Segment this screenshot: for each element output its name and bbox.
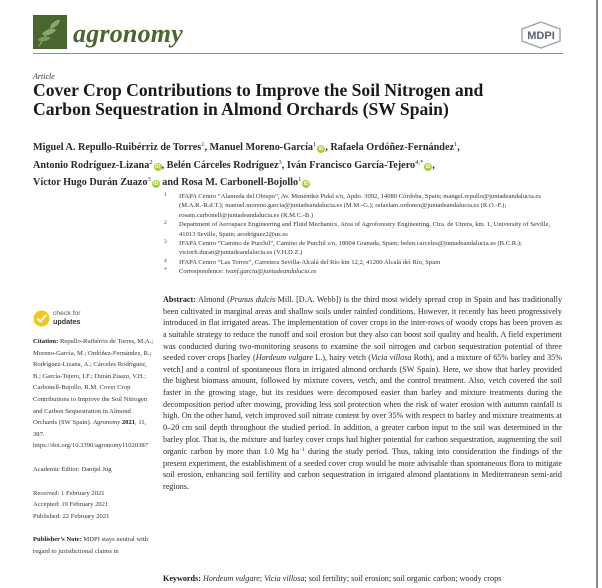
- affiliation-text: Department of Aerospace Engineering and Fluid Mechanics, Area of Agroforestry Engineering. Ctra. de Utrera, km. 1, University of Seville, 41013 Seville, Spain; arodriguez2@us.es: [179, 221, 551, 238]
- affiliation-number: 4: [164, 257, 167, 264]
- mdpi-logo-icon: [520, 21, 562, 49]
- affiliation-item: [163, 220, 563, 239]
- check-updates-line2: updates: [53, 316, 81, 326]
- unit-superscript: −1: [299, 447, 305, 454]
- affiliation-text: IFAPA Centro “Las Torres”, Carretera Sevilla-Alcalá del Río km 12,2, 41200 Alcalá del Río, Spain: [179, 258, 441, 266]
- received-date: Received: 1 February 2021: [33, 489, 105, 497]
- affiliation-item: [163, 239, 563, 258]
- journal-name: agronomy: [73, 19, 183, 48]
- check-updates-line1: check for: [53, 310, 81, 317]
- citation-year: 2021: [121, 419, 136, 427]
- author-affil-ref: 3: [278, 158, 282, 166]
- correspondence-email[interactable]: ivanf.garcia@juntadeandalucia.es: [225, 268, 317, 276]
- orcid-icon[interactable]: iD: [153, 181, 159, 187]
- affiliation-text: IFAPA Centro “Alameda del Obispo”, Av. Menéndez Pidal s/n, Apdo. 3092, 14080 Córdoba, Spain; mangel.repullo@juntadeandalucia.es (M.A.R.-R.d.T.); manuel.moreno.garcia@juntadeandalucia.es (M.M.-G.); rafaelam.ordonez@juntadeandalucia.es (R.O.-F.); rosam.carbonell@juntadeandalucia.es (R.M.C.-B.): [179, 193, 541, 219]
- accepted-date: Accepted: 19 February 2021: [33, 501, 109, 509]
- academic-editor: Academic Editor: Danijel Jug: [33, 465, 112, 473]
- article-type: Article: [33, 72, 55, 81]
- keyword: Vicia villosa: [264, 574, 305, 583]
- citation-block: [33, 336, 155, 452]
- citation-text: Repullo-Ruibérriz de Torres, M.A.; Moreno-García, M.; Ordóñez-Fernández, R.; Rodríguez-Lizana, A.; Cárceles Rodríguez, B.; García-Tejero, I.F.; Durán Zuazo, V.H.; Carbonell-Bojollo, R.M. Cover Crop Contributions to Improve the Soil Nitrogen and Carbon Sequestration in Almond Orchards (SW Spain).: [33, 338, 154, 427]
- svg-text:MDPI: MDPI: [527, 30, 555, 42]
- affiliation-number: 1: [164, 192, 167, 198]
- affiliations: [163, 192, 563, 277]
- author[interactable]: Antonio Rodríguez-Lizana: [33, 159, 150, 171]
- article-sidebar: [33, 310, 155, 558]
- orcid-icon[interactable]: iD: [303, 181, 309, 187]
- author[interactable]: Rafaela Ordóñez-Fernández: [330, 142, 454, 153]
- author[interactable]: Rosa M. Carbonell-Bojollo: [181, 177, 299, 188]
- abstract: Abstract: Almond (Prunus dulcis Mill. [D.A. Webb]) is the third most widely spread crop in Spain and has traditionally been cultivated in marginal areas and shallow soils under rainfed conditions. However, it recently has been progressively introduced in flat irrigated areas. The implementation of cover crops in the inter-rows of woody crops has been proven as a suitable strategy to reduce the runoff and soil erosion but they also can boost soil quality and health. A field experiment was conducted during two-monitoring seasons to examine the soil nitrogen and carbon sequestration potential of three seeded cover crops [barley (Hordeum vulgare L.), hairy vetch (Vicia villosa Roth), and a mixture of 65% barley and 35% vetch] and a control of spontaneous flora in irrigated almond orchards (SW Spain). Here, we show that barley provided the highest biomass amount, followed by mixture covers, vetch, and the control treatment. Also, vetch covered the soil faster in the growing stage, but its residues were decomposed easier than barley and mixture treatments during the decomposition period after mowing, providing less soil protection when the risk of water erosion with autumn rainfall is high. On the other hand, vetch improved soil nitrate content by over 35% with respect to barley and mixture treatments at 0–20 cm soil depth throughout the studied period. In addition, a greater carbon input to the soil was determined in the barley plot. That is, the mixture and barley cover crops had higher potential for carbon sequestration, augmenting the soil organic carbon by more than 1.0 Mg $ha^{-1}$ during the study period. Thus, taking into consideration the findings of the present experiment, the establishment of a seeded cover crop would be more advisable than spontaneous flora to mitigate soil erosion, enhancing soil fertility and carbon sequestration in irrigated almond plantations in Mediterranean semi-arid regions.: [163, 295, 563, 491]
- correspondence-marker: *: [164, 267, 167, 274]
- check-for-updates-button[interactable]: [33, 310, 155, 332]
- article-title: [33, 81, 573, 119]
- check-updates-icon: [33, 310, 50, 327]
- citation-journal: Agronomy: [92, 419, 121, 427]
- header-divider: [33, 53, 563, 54]
- abstract-label: Abstract:: [163, 295, 196, 304]
- published-date: Published: 22 February 2021: [33, 512, 110, 520]
- author-affil-ref: 3: [147, 176, 151, 183]
- author-list: Miguel A. Repullo-Ruibérriz de Torres$^1$, Manuel Moreno-García$^1$iD , Rafaela Ordóñez-Fernández$^1$, Antonio Rodríguez-Lizana$^2$iD , Belén Cárceles Rodríguez$^3$, Iván Francisco García-Tejero$^{4,*}$iD , Víctor Hugo Durán Zuazo$^3$iD and Rosa M. Carbonell-Bojollo$^1$iD: [33, 141, 460, 188]
- citation-label: Citation:: [33, 338, 59, 345]
- orcid-icon[interactable]: iD: [155, 163, 161, 170]
- journal-header: [33, 15, 563, 53]
- correspondence: [163, 267, 563, 276]
- author-affil-ref: 2: [149, 158, 153, 166]
- species-name: Hordeum vulgare: [255, 353, 313, 363]
- keywords: Keywords: Hordeum vulgare; Vicia villosa; soil fertility; soil erosion; soil organic carbon; woody crops: [163, 574, 502, 583]
- author[interactable]: Belén Cárceles Rodríguez: [166, 159, 279, 171]
- author-affil-ref: 1: [313, 141, 317, 148]
- keyword: Hordeum vulgare: [202, 574, 260, 583]
- affiliation-item: [163, 192, 563, 220]
- keyword-list: ; soil fertility; soil erosion; soil organic carbon; woody crops: [304, 574, 502, 583]
- author-affil-ref: 1: [201, 141, 205, 148]
- species-name: Prunus dulcis: [229, 295, 276, 304]
- publisher-note-label: Publisher’s Note:: [33, 536, 82, 544]
- author[interactable]: Iván Francisco García-Tejero: [286, 159, 416, 171]
- publisher-note: [33, 534, 155, 557]
- dates-block: [33, 488, 155, 523]
- affiliation-text: IFAPA Centro “Camino de Purchil”, Camino de Purchil s/n, 18004 Granada, Spain; belen.carceles@juntadeandalucia.es (B.C.R.); victorh.duran@juntadeandalucia.es (V.H.D.Z.): [179, 240, 522, 257]
- orcid-icon[interactable]: iD: [425, 163, 431, 170]
- author-affil-ref: 4,*: [415, 158, 424, 166]
- author-affil-ref: 1: [298, 176, 302, 183]
- affiliation-item: [163, 258, 563, 267]
- author[interactable]: Manuel Moreno-García: [209, 142, 313, 153]
- author[interactable]: Miguel A. Repullo-Ruibérriz de Torres: [33, 142, 202, 153]
- species-name: Vicia villosa: [370, 353, 412, 363]
- author-affil-ref: 1: [453, 141, 458, 148]
- affiliation-number: 3: [164, 239, 167, 246]
- orcid-icon[interactable]: iD: [318, 146, 324, 152]
- title-line-2: Carbon Sequestration in Almond Orchards (SW Spain): [33, 99, 449, 119]
- publisher-note-text: MDPI stays neutral with regard to jurisdictional claims in: [33, 536, 149, 555]
- page-edge: [596, 0, 598, 588]
- keywords-label: Keywords:: [163, 574, 201, 583]
- affiliation-number: 2: [164, 220, 167, 227]
- journal-logo-icon: [33, 15, 67, 49]
- correspondence-label: Correspondence:: [179, 268, 226, 276]
- author[interactable]: Víctor Hugo Durán Zuazo: [33, 177, 148, 188]
- title-line-1: Cover Crop Contributions to Improve the Soil Nitrogen and: [33, 80, 484, 100]
- citation-doi[interactable]: , 11, 387. https://doi.org/10.3390/agronomy11020387: [33, 419, 149, 450]
